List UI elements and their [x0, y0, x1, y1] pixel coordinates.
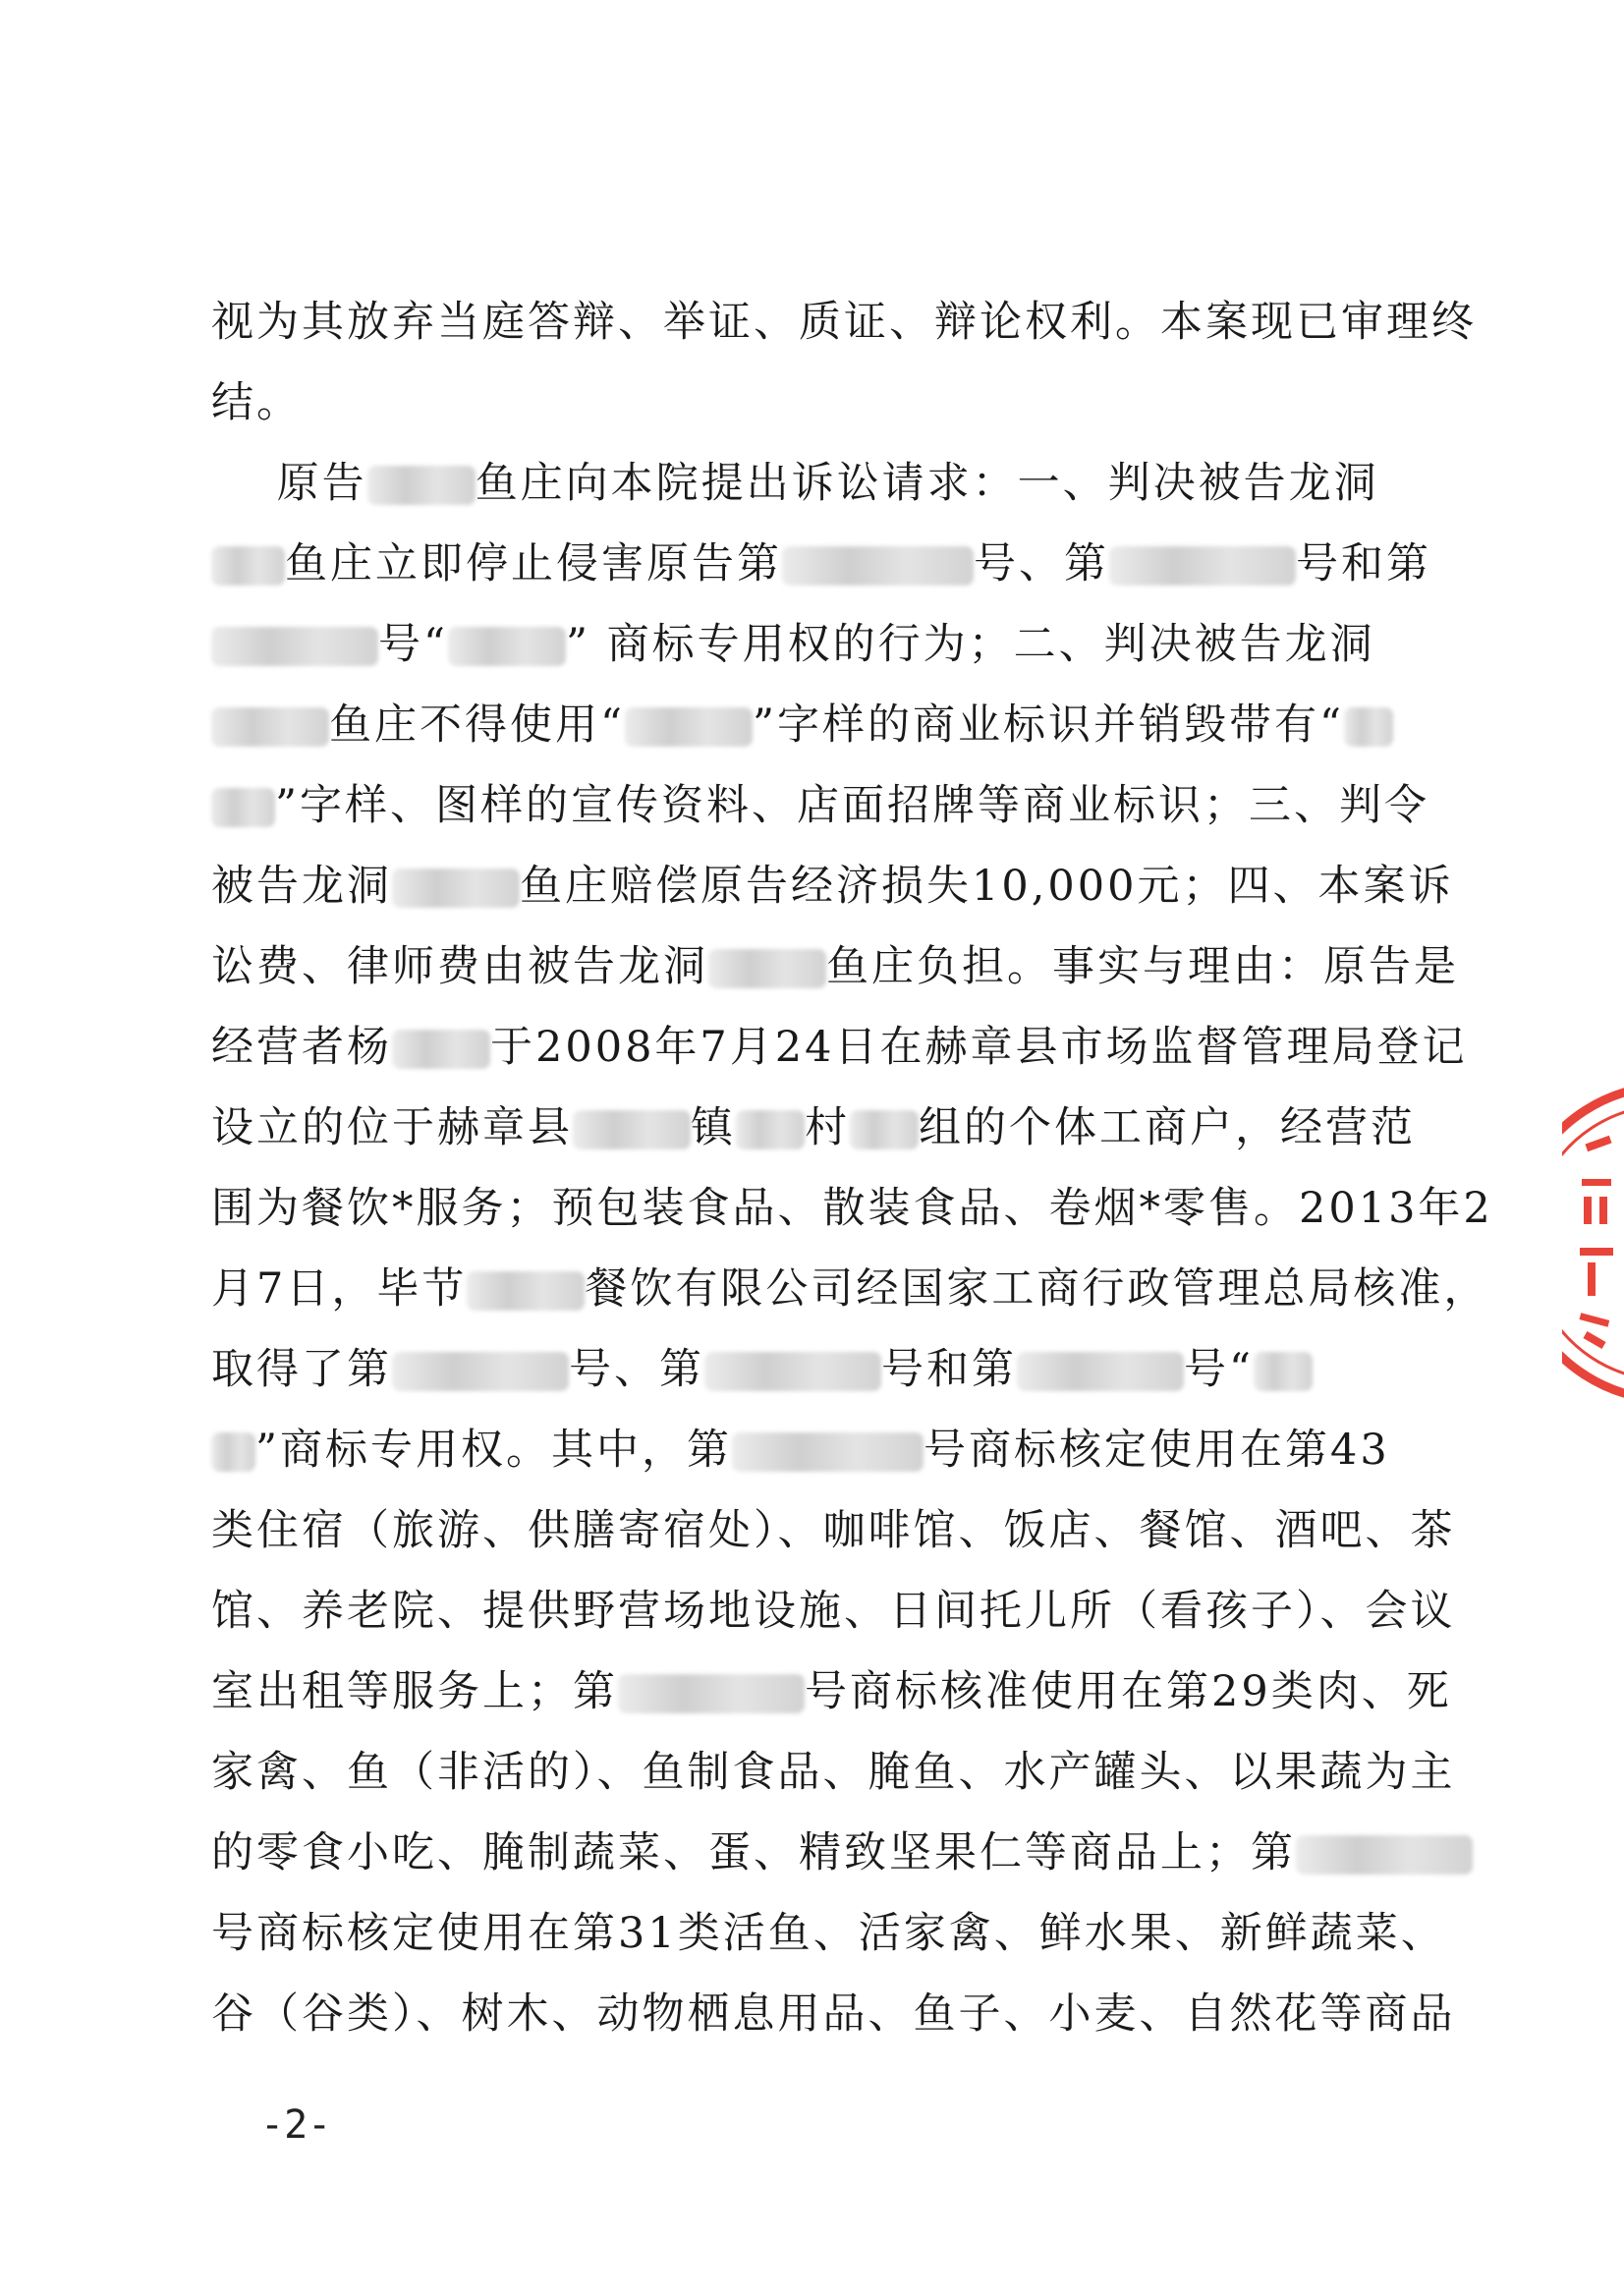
- redacted-text: [625, 707, 753, 747]
- redacted-text: [736, 1110, 805, 1149]
- text-line: [211, 1975, 1456, 2053]
- text-segment: 号“: [1184, 1345, 1254, 1394]
- text-segment: 鱼庄向本院提出诉讼请求：一、判决被告龙洞: [475, 459, 1379, 508]
- text-segment: 原告: [211, 459, 367, 508]
- text-line: [211, 1491, 1456, 1570]
- text-segment: 号和第: [881, 1345, 1017, 1394]
- text-segment: 馆、养老院、提供野营场地设施、日间托儿所（看孩子）、会议: [211, 1587, 1456, 1636]
- text-segment: 号“: [378, 620, 448, 669]
- text-segment: 组的个体工商户，经营范: [919, 1103, 1416, 1152]
- text-segment: 家禽、鱼（非活的）、鱼制食品、腌鱼、水产罐头、以果蔬为主: [211, 1748, 1456, 1797]
- text-segment: 取得了第: [211, 1345, 392, 1394]
- text-segment: ”字样、图样的宣传资料、店面招牌等商业标识；三、判令: [275, 781, 1429, 830]
- text-line: [211, 1652, 1452, 1731]
- text-segment: 室出租等服务上；第: [211, 1667, 618, 1716]
- text-segment: 结。: [211, 378, 302, 427]
- text-segment: 号商标核定使用在第43: [923, 1426, 1390, 1475]
- redacted-text: [1017, 1352, 1184, 1391]
- seal-glyph-marks: [1579, 1136, 1613, 1349]
- redacted-text: [467, 1271, 585, 1311]
- text-segment: ” 商标专用权的行为；二、判决被告龙洞: [565, 620, 1375, 669]
- text-segment: 谷（谷类）、树木、动物栖息用品、鱼子、小麦、自然花等商品: [211, 1989, 1456, 2039]
- redacted-text: [1296, 1835, 1473, 1875]
- text-segment: ”字样的商业标识并销毁带有“: [752, 700, 1344, 750]
- redacted-text: [1344, 707, 1393, 747]
- text-segment: 号、第: [974, 539, 1109, 588]
- redacted-text: [732, 1432, 924, 1472]
- redacted-text: [211, 788, 275, 827]
- text-segment: 于2008年7月24日在赫章县市场监督管理局登记: [490, 1023, 1468, 1072]
- text-segment: 鱼庄不得使用“: [329, 700, 625, 750]
- text-line: [211, 766, 1429, 845]
- redacted-text: [367, 466, 476, 505]
- redacted-text: [618, 1674, 805, 1713]
- text-line: [211, 283, 1477, 362]
- redacted-text: [392, 1030, 490, 1069]
- text-segment: 月7日，毕节: [211, 1264, 468, 1314]
- redacted-text: [448, 627, 566, 666]
- text-line: [211, 927, 1459, 1006]
- text-segment: 鱼庄负担。事实与理由：原告是: [826, 942, 1459, 991]
- text-segment: 经营者杨: [211, 1023, 392, 1072]
- seal-ring: [1562, 1091, 1624, 1395]
- text-line: [211, 1089, 1420, 1167]
- redacted-text: [708, 949, 826, 988]
- text-segment: 镇: [691, 1103, 736, 1152]
- redacted-text: [704, 1352, 881, 1391]
- text-segment: 被告龙洞: [211, 862, 392, 911]
- text-line: [211, 1733, 1456, 1812]
- text-line: [211, 1814, 1420, 1892]
- text-segment: 类住宿（旅游、供膳寄宿处）、咖啡馆、饭店、餐馆、酒吧、茶: [211, 1506, 1456, 1555]
- text-line: [211, 1572, 1456, 1651]
- text-line: [211, 847, 1454, 925]
- redacted-text: [211, 627, 378, 666]
- redacted-text: [392, 868, 520, 908]
- redacted-text: [1254, 1352, 1313, 1391]
- text-segment: 视为其放弃当庭答辩、举证、质证、辩论权利。本案现已审理终: [211, 298, 1477, 347]
- text-line: [211, 444, 1420, 523]
- text-line: [211, 1411, 1420, 1489]
- text-segment: 围为餐饮*服务；预包装食品、散装食品、卷烟*零售。2013年2: [211, 1184, 1493, 1233]
- text-segment: 设立的位于赫章县: [211, 1103, 573, 1152]
- text-line: [211, 605, 1420, 684]
- text-line: [211, 1008, 1468, 1087]
- text-line: [211, 525, 1431, 603]
- redacted-text: [573, 1110, 691, 1149]
- text-segment: 的零食小吃、腌制蔬菜、蛋、精致坚果仁等商品上；第: [211, 1828, 1296, 1877]
- redacted-text: [850, 1110, 919, 1149]
- redacted-text: [1109, 546, 1296, 586]
- text-line: [211, 364, 1420, 442]
- court-seal-stamp: [1562, 1081, 1624, 1405]
- redacted-text: [782, 546, 974, 586]
- text-line: [211, 1169, 1493, 1248]
- text-line: [211, 1250, 1489, 1328]
- text-segment: 鱼庄立即停止侵害原告第: [285, 539, 782, 588]
- redacted-text: [211, 1432, 255, 1472]
- text-segment: 号、第: [569, 1345, 704, 1394]
- text-segment: 村: [805, 1103, 850, 1152]
- redacted-text: [211, 707, 329, 747]
- text-segment: 号和第: [1296, 539, 1431, 588]
- page-number: -2-: [260, 2102, 332, 2148]
- text-segment: ”商标专用权。其中，第: [255, 1426, 732, 1475]
- text-segment: 号商标核准使用在第29类肉、死: [805, 1667, 1452, 1716]
- text-line: [211, 686, 1420, 764]
- text-segment: 号商标核定使用在第31类活鱼、活家禽、鲜水果、新鲜蔬菜、: [211, 1909, 1446, 1958]
- text-segment: 讼费、律师费由被告龙洞: [211, 942, 708, 991]
- redacted-text: [211, 546, 285, 586]
- redacted-text: [392, 1352, 569, 1391]
- text-segment: 餐饮有限公司经国家工商行政管理总局核准，: [585, 1264, 1489, 1314]
- text-segment: 鱼庄赔偿原告经济损失10,000元；四、本案诉: [520, 862, 1454, 911]
- text-line: [211, 1330, 1420, 1409]
- text-line: [211, 1894, 1446, 1973]
